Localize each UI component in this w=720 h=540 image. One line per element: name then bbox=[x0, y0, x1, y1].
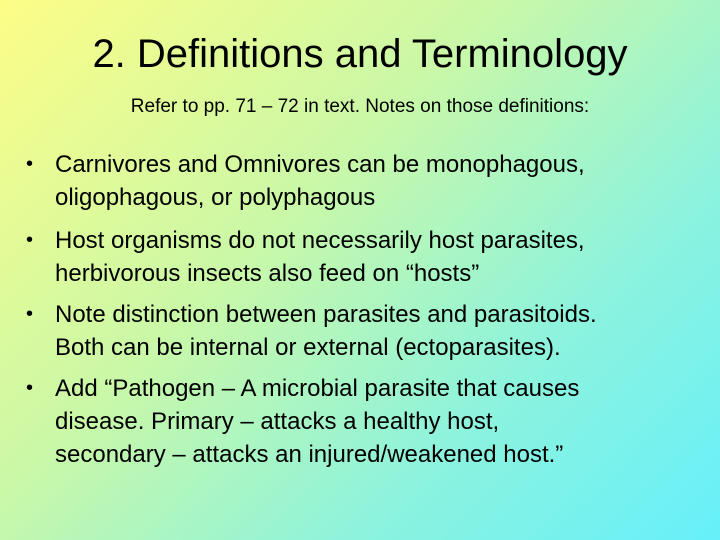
bullet-item bbox=[26, 298, 706, 364]
slide-title: 2. Definitions and Terminology bbox=[92, 32, 628, 76]
bullet-text bbox=[55, 224, 706, 290]
bullet-line: Host organisms do not necessarily host parasites, bbox=[55, 227, 585, 254]
bullet-line: disease. Primary – attacks a healthy host, bbox=[55, 408, 500, 435]
bullet-line: secondary – attacks an injured/weakened host.” bbox=[55, 441, 564, 468]
bullet-line: Carnivores and Omnivores can be monophagous, bbox=[55, 151, 585, 178]
bullet-line: oligophagous, or polyphagous bbox=[55, 184, 376, 211]
bullet-line: Add “Pathogen – A microbial parasite that causes bbox=[55, 375, 580, 402]
bullet-line: Both can be internal or external (ectoparasites). bbox=[55, 334, 561, 361]
bullet-text bbox=[55, 148, 706, 214]
bullet-text bbox=[55, 298, 706, 364]
bullet-line: Note distinction between parasites and parasitoids. bbox=[55, 301, 597, 328]
bullet-icon: • bbox=[26, 153, 34, 175]
bullet-item bbox=[26, 372, 706, 471]
bullet-icon: • bbox=[26, 303, 34, 325]
bullet-item bbox=[26, 148, 706, 214]
bullet-icon: • bbox=[26, 377, 34, 399]
bullet-item bbox=[26, 224, 706, 290]
bullet-text bbox=[55, 372, 706, 471]
bullet-icon: • bbox=[26, 229, 34, 251]
slide-subtitle: Refer to pp. 71 – 72 in text. Notes on those definitions: bbox=[130, 96, 590, 117]
bullet-line: herbivorous insects also feed on “hosts” bbox=[55, 260, 480, 287]
